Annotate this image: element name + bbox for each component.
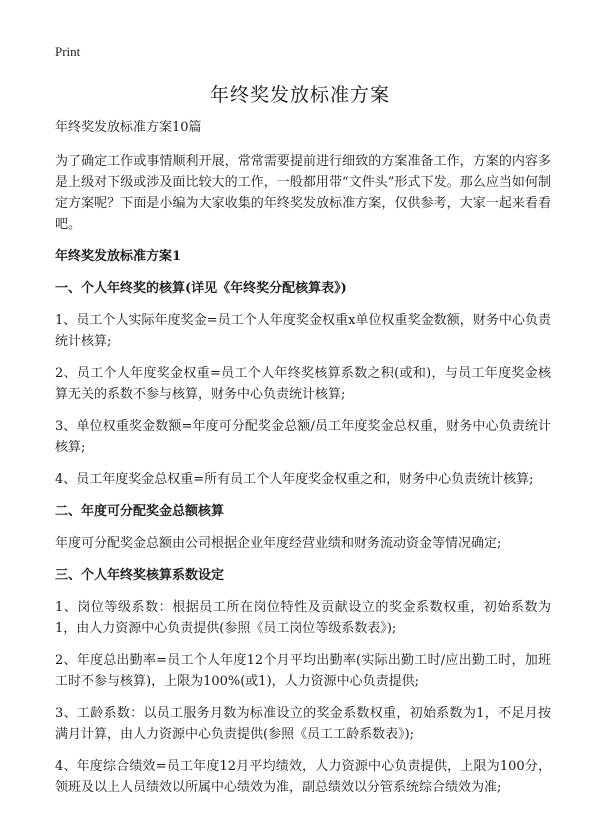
document-body <box>55 117 551 809</box>
intro-paragraph: 为了确定工作或事情顺利开展，常常需要提前进行细致的方案准备工作，方案的内容多是上级对下级或涉及面比较大的工作，一般都用带“文件头”形式下发。那么应当如何制定方案呢？下面是小编为大家收集的年终奖发放标准方案，仅供参考，大家一起来看看吧。 <box>55 154 551 232</box>
section-3-item-3: 3、工龄系数：以员工服务月数为标准设立的奖金系数权重，初始系数为1，不足月按满月计算，由人力资源中心负责提供(参照《员工工龄系数表》); <box>55 706 551 742</box>
document-subtitle: 年终奖发放标准方案10篇 <box>55 120 202 135</box>
section-3-heading: 三、个人年终奖核算系数设定 <box>55 568 225 583</box>
section-2-heading: 二、年度可分配奖金总额核算 <box>55 504 225 519</box>
section-3-item-4: 4、年度综合绩效=员工年度12月平均绩效，人力资源中心负责提供，上限为100分，领班及以上人员绩效以所属中心绩效为准，副总绩效以分管系统综合绩效为准; <box>55 759 551 795</box>
section-1-item-3: 3、单位权重奖金数额=年度可分配奖金总额/员工年度奖金总权重，财务中心负责统计核算; <box>55 419 551 455</box>
page-title: 年终奖发放标准方案 <box>209 84 390 106</box>
section-3-item-2: 2、年度总出勤率=员工个人年度12个月平均出勤率(实际出勤工时/应出勤工时，加班工时不参与核算)，上限为100%(或1)，人力资源中心负责提供; <box>55 653 551 689</box>
print-link[interactable]: Print <box>55 44 81 59</box>
section-1-item-2: 2、员工个人年度奖金权重=员工个人年终奖核算系数之积(或和)，与员工年度奖金核算无关的系数不参与核算，财务中心负责统计核算; <box>55 366 551 402</box>
section-2-text: 年度可分配奖金总额由公司根据企业年度经营业绩和财务流动资金等情况确定; <box>55 536 502 551</box>
section-1-heading: 一、个人年终奖的核算(详见《年终奖分配核算表》) <box>55 281 347 296</box>
section-1-item-1: 1、员工个人实际年度奖金=员工个人年度奖金权重x单位权重奖金数额，财务中心负责统计核算; <box>55 313 551 349</box>
section-1-item-4: 4、员工年度奖金总权重=所有员工个人年度奖金权重之和，财务中心负责统计核算; <box>55 472 534 487</box>
section-3-item-1: 1、岗位等级系数：根据员工所在岗位特性及贡献设立的奖金系数权重，初始系数为1，由人力资源中心负责提供(参照《员工岗位等级系数表》); <box>55 600 551 636</box>
plan-heading: 年终奖发放标准方案1 <box>55 249 182 264</box>
